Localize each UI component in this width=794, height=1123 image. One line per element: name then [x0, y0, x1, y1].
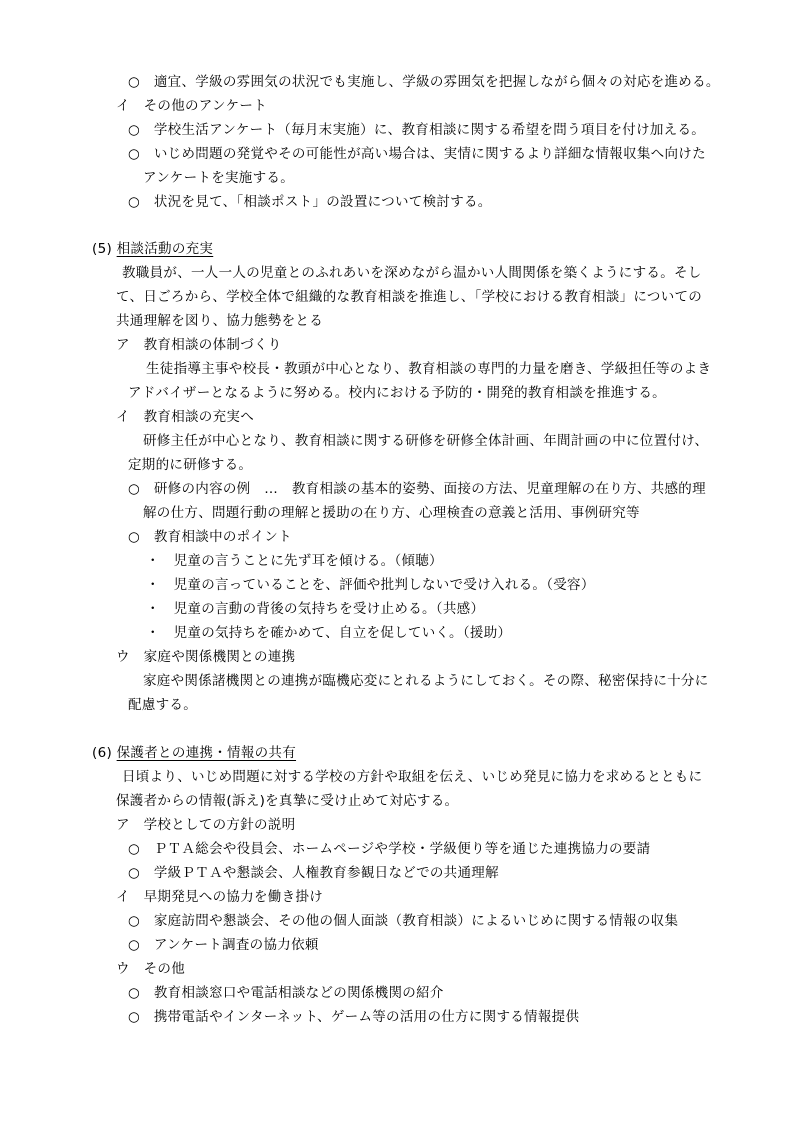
point-item: ・ 児童の言うことに先ず耳を傾ける。（傾聴）	[146, 553, 443, 569]
paragraph-line: て、日ごろから、学校全体で組織的な教育相談を推進し、「学校における教育相談」についての	[116, 289, 703, 305]
paragraph-line: 保護者からの情報(訴え)を真摯に受け止めて対応する。	[116, 793, 459, 809]
subheading: ア 教育相談の体制づくり	[116, 337, 282, 353]
paragraph-line: 生徒指導主事や校長・教頭が中心となり、教育相談の専門的力量を磨き、学級担任等のよき	[146, 361, 712, 377]
bullet-line: ○ ＰＴＡ総会や役員会、ホームページや学校・学級便り等を通じた連携協力の要請	[128, 841, 651, 857]
subheading: イ 教育相談の充実へ	[116, 409, 254, 425]
subheading: イ 早期発見への協力を働き掛け	[116, 889, 323, 905]
paragraph-line: アドバイザーとなるように努める。校内における予防的・開発的教育相談を推進する。	[128, 385, 666, 401]
point-item: ・ 児童の言っていることを、評価や批判しないで受け入れる。（受容）	[146, 577, 595, 593]
paragraph-line: 定期的に研修する。	[128, 457, 253, 473]
section-title: 相談活動の充実	[116, 241, 214, 257]
bullet-continuation: アンケートを実施する。	[143, 170, 294, 186]
bullet-line: ○ 家庭訪問や懇談会、その他の個人面談（教育相談）によるいじめに関する情報の収集	[128, 913, 679, 929]
section-heading-5	[92, 240, 213, 258]
subheading: ア 学校としての方針の説明	[116, 817, 296, 833]
section-number: (5)	[92, 241, 113, 257]
bullet-line: ○ 教育相談中のポイント	[128, 529, 292, 545]
bullet-line: ○ 教育相談窓口や電話相談などの関係機関の紹介	[128, 985, 444, 1001]
section-heading-6	[92, 744, 296, 762]
bullet-line: ○ 適宜、学級の雰囲気の状況でも実施し、学級の雰囲気を把握しながら個々の対応を進める。	[128, 74, 720, 90]
bullet-line: ○ 研修の内容の例 … 教育相談の基本的姿勢、面接の方法、児童理解の在り方、共感的理	[128, 481, 706, 497]
section-number: (6)	[92, 745, 113, 761]
subheading: イ その他のアンケート	[116, 98, 267, 114]
point-item: ・ 児童の気持ちを確かめて、自立を促していく。（援助）	[146, 625, 512, 641]
paragraph-line: 日頃より、いじめ問題に対する学校の方針や取組を伝え、いじめ発見に協力を求めるとともに	[122, 769, 703, 785]
paragraph-line: 配慮する。	[128, 697, 197, 713]
paragraph-line: 教職員が、一人一人の児童とのふれあいを深めながら温かい人間関係を築くようにする。そし	[122, 265, 702, 281]
paragraph-line: 共通理解を図り、協力態勢をとる	[116, 313, 323, 329]
point-item: ・ 児童の言動の背後の気持ちを受け止める。（共感）	[146, 601, 485, 617]
paragraph-line: 家庭や関係諸機関との連携が臨機応変にとれるようにしておく。その際、秘密保持に十分に	[143, 673, 709, 689]
section-title: 保護者との連携・情報の共有	[116, 745, 297, 761]
bullet-continuation: 解の仕方、問題行動の理解と援助の在り方、心理検査の意義と活用、事例研究等	[143, 505, 640, 521]
bullet-line: ○ 学校生活アンケート（毎月末実施）に、教育相談に関する希望を問う項目を付け加える。	[128, 122, 706, 138]
subheading: ウ 家庭や関係機関との連携	[116, 649, 296, 665]
subheading: ウ その他	[116, 961, 185, 977]
bullet-line: ○ いじめ問題の発覚やその可能性が高い場合は、実情に関するより詳細な情報収集へ向けた	[128, 146, 706, 162]
bullet-line: ○ 状況を見て、「相談ポスト」の設置について検討する。	[128, 194, 492, 210]
paragraph-line: 研修主任が中心となり、教育相談に関する研修を研修全体計画、年間計画の中に位置付け、	[143, 433, 709, 449]
bullet-line: ○ 携帯電話やインターネット、ゲーム等の活用の仕方に関する情報提供	[128, 1009, 580, 1025]
bullet-line: ○ アンケート調査の協力依頼	[128, 937, 319, 953]
bullet-line: ○ 学級ＰＴＡや懇談会、人権教育参観日などでの共通理解	[128, 865, 499, 881]
